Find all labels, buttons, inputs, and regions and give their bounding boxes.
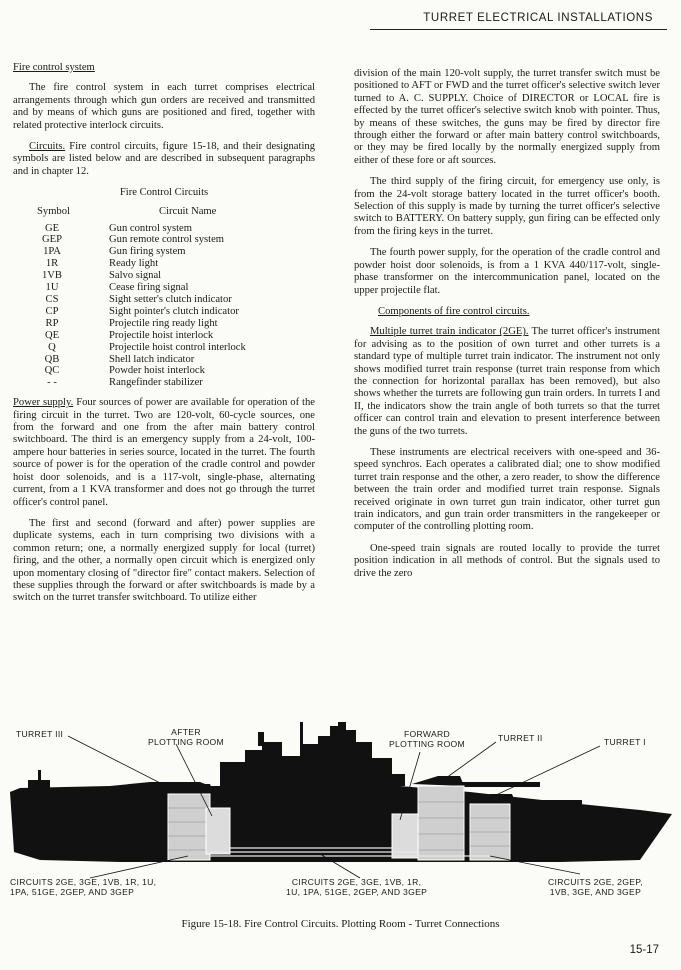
label-line: 1VB, 3GE, AND 3GEP (549, 886, 642, 897)
turret-two (412, 776, 464, 786)
figure-ship-diagram (0, 722, 681, 902)
table-row (13, 246, 315, 258)
circuit-name: Projectile ring ready light (109, 317, 218, 329)
table-row (13, 318, 315, 330)
table-row (13, 234, 315, 246)
label-line: AFTER (171, 727, 201, 737)
table-row (13, 270, 315, 282)
table-row (13, 223, 315, 235)
label-line: 1U, 1PA, 51GE, 2GEP, AND 3GEP (286, 886, 428, 897)
left-column (13, 62, 315, 614)
page-header (0, 0, 681, 34)
paragraph-text: The turret officer's instrument for advising as to the position of own turret and other turrets is a standard type of multiple turret train indicator. The instrument not only shows modified turret train response (turret train response from which the connection for horizontal parallax has been removed), but also shows whether the turrets are following gun train orders. In turrets I and II, the indicators show the train angle of both turrets so that the turret officer can control train and elevation to present interference between the guns of the two turrets. (354, 326, 660, 437)
table-row (13, 354, 315, 366)
circuit-name: Rangefinder stabilizer (109, 377, 203, 389)
circuit-symbol: 1PA (43, 246, 61, 258)
table-body (13, 223, 315, 390)
fire-control-circuits-table (13, 206, 315, 390)
circuit-symbol: 1U (45, 282, 59, 294)
circuit-symbol: - - (47, 377, 57, 389)
label-circuits-left (10, 878, 156, 897)
runin-heading-power-supply: Power supply. (13, 397, 74, 409)
circuit-symbol: QB (44, 353, 60, 365)
label-line: PLOTTING ROOM (389, 738, 465, 749)
table-row (13, 342, 315, 354)
right-column (354, 68, 660, 580)
circuit-symbol: 1VB (41, 270, 62, 282)
section-heading-components: Components of fire control circuits. (378, 305, 530, 317)
label-line: CIRCUITS 2GE, 3GE, 1VB, 1R, 1U, (10, 877, 157, 887)
table-row (13, 294, 315, 306)
label-line: FORWARD (403, 729, 451, 739)
label-turret-three: TURRET III (16, 729, 64, 739)
paragraph: The first and second (forward and after) power supplies are duplicate systems, each in turn comprising two divisions with a common return; one, a normally energized supply for local (turret) firing, and the other, a normally open circuit which is energized only upon momentary closing of "director fire" contact makers. Selection of these supplies through the forward or after switchboards is made by a switch on the turret transfer switchboard. To utilize either (13, 517, 315, 604)
page-number: 15-17 (629, 944, 659, 956)
paragraph-text: Fire control circuits, figure 15-18, and their designating symbols are listed below and are described in subsequent paragraphs and in chapter 12. (13, 141, 315, 177)
circuit-symbol: GE (44, 222, 60, 234)
runin-heading-circuits: Circuits. (29, 141, 66, 153)
circuit-name: Ready light (109, 258, 159, 270)
after-plotting-room (206, 808, 230, 854)
section-heading-fire-control-system: Fire control system (13, 62, 95, 73)
label-line: CIRCUITS 2GE, 3GE, 1VB, 1R, (291, 877, 422, 887)
circuit-name: Gun firing system (109, 246, 186, 258)
running-title: TURRET ELECTRICAL INSTALLATIONS (423, 12, 653, 24)
label-circuits-right (548, 878, 643, 897)
paragraph-multiple-turret (354, 326, 660, 438)
paragraph-circuits (13, 141, 315, 178)
circuit-name: Cease firing signal (109, 282, 189, 294)
circuit-symbol: 1R (45, 258, 59, 270)
paragraph: These instruments are electrical receivers with one-speed and 36-speed synchros. Each operates a calibrated dial; one to show modified turret train response and the other, a zero reader, to show the difference between the train order and modified turret train response. Signals received originate in own turret gun train indicator, other turret gun train indicators, and gun train order transmitters in the rangekeeper or computer of the controlling plotting room. (354, 446, 660, 533)
circuit-name: Sight setter's clutch indicator (109, 294, 232, 305)
table-row (13, 306, 315, 318)
circuit-symbol: GEP (41, 234, 62, 246)
label-after-plotting-room (140, 728, 232, 747)
circuit-name: Projectile hoist control interlock (109, 341, 246, 353)
circuit-name: Projectile hoist interlock (109, 329, 214, 341)
table-row (13, 282, 315, 294)
column-header-symbol: Symbol (37, 205, 70, 217)
circuit-name: Powder hoist interlock (109, 365, 205, 377)
figure-caption: Figure 15-18. Fire Control Circuits. Plotting Room - Turret Connections (181, 918, 500, 930)
table-row (13, 377, 315, 389)
label-circuits-middle (286, 878, 427, 897)
circuit-symbol: RP (45, 317, 59, 329)
label-turret-two: TURRET II (498, 733, 543, 743)
circuit-name: Shell latch indicator (109, 353, 195, 365)
table-row (13, 330, 315, 342)
circuit-name: Gun remote control system (109, 234, 225, 246)
paragraph-power-supply (13, 397, 315, 509)
paragraph: The fire control system in each turret comprises electrical arrangements through which gun orders are received and transmitted and by means of which guns are positioned and fired, together with related protective interlock circuits. (13, 82, 315, 131)
label-turret-one: TURRET I (604, 737, 646, 747)
paragraph: division of the main 120-volt supply, the turret transfer switch must be positioned to AFT or FWD and the turret officer's selective switch lever turned to A. C. SUPPLY. Choice of DIRECTOR or LOCAL fire is effected by the turret officer's selective switch knob with pointer. Thus, by means of these switches, the guns may be fired by director fire through either the forward or after main battery control switchboards, or they may be fired locally by the normally energized supply from either of these fore or aft sources. (354, 68, 660, 166)
circuit-name: Salvo signal (109, 270, 162, 282)
label-line: PLOTTING ROOM (148, 736, 224, 747)
label-line: CIRCUITS 2GE, 2GEP, (548, 877, 643, 887)
circuit-name: Sight pointer's clutch indicator (109, 305, 239, 317)
paragraph: The fourth power supply, for the operation of the cradle control and powder hoist door solenoids, is from a 1 KVA 440/117-volt, single-phase transformer on the intercommunication panel, located on the upper projectile flat. (354, 247, 660, 296)
label-line: 1PA, 51GE, 2GEP, AND 3GEP (10, 886, 135, 897)
header-rule (370, 29, 667, 30)
paragraph: The third supply of the firing circuit, for emergency use only, is from the 24-volt storage battery located in the turret officer's booth. Selection of this supply is made by turning the turret officer's selective switch to BATTERY. On battery supply, gun firing can be effected only from the firing keys in the turret. (354, 176, 660, 237)
column-header-circuit-name: Circuit Name (159, 205, 217, 217)
circuit-symbol: QC (44, 365, 60, 377)
table-row (13, 258, 315, 270)
label-forward-plotting-room (372, 730, 482, 749)
runin-heading-multiple-turret: Multiple turret train indicator (2GE). (370, 326, 529, 338)
paragraph: One-speed train signals are routed locally to provide the turret position indication in all methods of control. But the signals used to drive the zero (354, 542, 660, 579)
table-title: Fire Control Circuits (119, 187, 209, 199)
circuit-name: Gun control system (109, 222, 192, 234)
circuit-symbol: Q (48, 341, 56, 353)
circuit-symbol: CS (45, 294, 59, 305)
circuit-symbol: QE (44, 329, 60, 341)
battleship-silhouette (0, 722, 681, 902)
table-row (13, 365, 315, 377)
barbette-two (418, 786, 464, 860)
paragraph-text: Four sources of power are available for operation of the firing circuit in the turret. Two are 120-volt, 60-cycle sources, one from the forward and one from the after main battery control switchboard. The third is an emergency supply from a 24-volt, 100-ampere hour batteries in series source, located in the turret. The fourth source of power is for the operation of the cradle control and powder hoist door solenoids, and is a 117-volt, single-phase, alternating current, from a 1 KVA transformer and does not go through the turret officer's control panel. (13, 397, 316, 508)
circuit-symbol: CP (45, 305, 59, 317)
